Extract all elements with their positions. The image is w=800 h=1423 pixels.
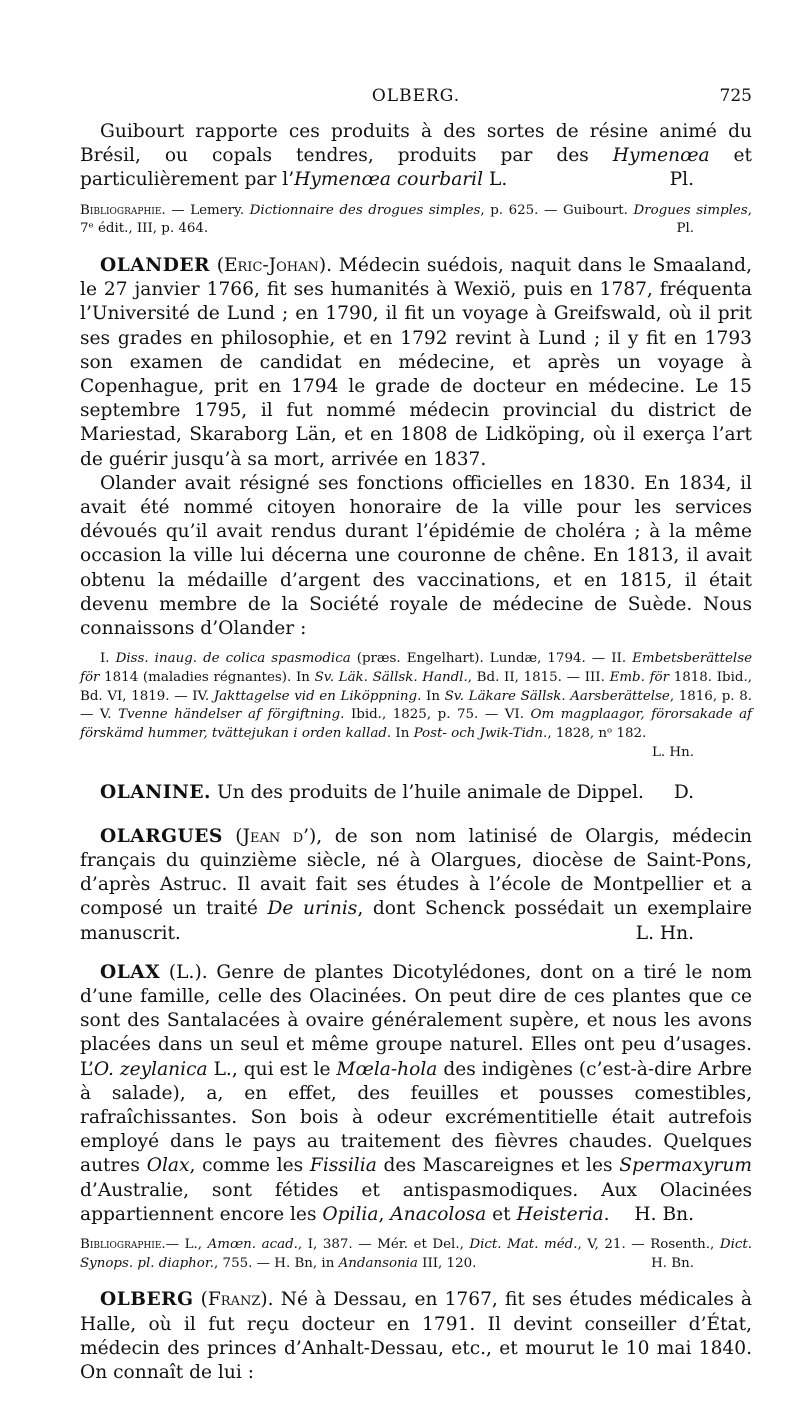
signature: L. Hn. <box>635 922 694 944</box>
headword: OLBERG <box>100 1289 194 1311</box>
signature: H. Bn. <box>634 1203 694 1225</box>
signature: H. Bn. <box>651 1255 694 1271</box>
entry-olander: OLANDER (Eric-Johan). Médecin suédois, naquit dans le Smaaland, le 27 janvier 1766, fit ses humanités à Wexiö, puis en 1787, fréquenta l’Université de Lund ; en 1790, il fit un voyage à Greifswald, où il prit ses grades en philosophie, et en 1792 revint à Lund ; il y fit en 1793 son examen de candidat en médecine, et après un voyage à Copenhague, prit en 1794 le grade de docteur en médecine. Le 15 septembre 1795, il fut nommé médecin provincial du district de Mariestad, Skaraborg Län, et en 1808 de Lidköping, où il exerça l’art de guérir jusqu’à sa mort, arrivée en 1837. <box>80 255 752 470</box>
signature: L. Hn. <box>652 744 694 760</box>
olax-bibliography: Bibliographie.— L., Amœn. acad., I, 387. — Mér. et Del., Dict. Mat. méd., V, 21. — Rosenth., Dict. Synops. pl. diaphor., 755. — H. Bn, in Andansonia III, 120. H. Bn. <box>80 1236 752 1273</box>
page-header <box>80 86 752 112</box>
headword: OLAX <box>100 961 161 983</box>
entry-olanine: OLANINE. Un des produits de l’huile animale de Dippel. D. <box>80 781 752 805</box>
guibourt-paragraph: Guibourt rapporte ces produits à des sortes de résine animé du Brésil, ou copals tendres, produits par des Hymenœa et particulièrement par l’Hymenœa courbaril L. Pl. <box>80 120 752 193</box>
entry-olberg: OLBERG (Franz). Né à Dessau, en 1767, fit ses études médicales à Halle, où il fut reçu docteur en 1791. Il devint conseiller d’État, médecin des princes d’Anhalt-Dessau, etc., et mourut le 10 mai 1840. On connaît de lui : <box>80 1289 752 1383</box>
signature: D. <box>673 782 694 804</box>
olander-paragraph-2: Olander avait résigné ses fonctions officielles en 1830. En 1834, il avait été nommé citoyen honoraire de la ville pour les services dévoués qu’il avait rendus durant l’épidémie de choléra ; à la même occasion la ville lui décerna une couronne de chêne. En 1813, il avait obtenu la médaille d’argent des vaccinations, et en 1815, il était devenu membre de la Société royale de médecine de Suède. Nous connaissons d’Olander : <box>80 472 752 640</box>
running-title: OLBERG. <box>371 86 461 106</box>
page-text <box>80 120 752 1385</box>
page-number: 725 <box>719 86 752 106</box>
signature: Pl. <box>669 169 694 191</box>
entry-olargues: OLARGUES (Jean d’), de son nom latinisé de Olargis, médecin français du quinzième siècle, né à Olargues, diocèse de Saint-Pons, d’après Astruc. Il avait fait ses études à l’école de Montpellier et a composé un traité De urinis, dont Schenck possédait un exemplaire manuscrit. L. Hn. <box>80 825 752 946</box>
guibourt-bibliography: Bibliographie. — Lemery. Dictionnaire des drogues simples, p. 625. — Guibourt. Drogues simples, 7ᵉ édit., III, p. 464. Pl. <box>80 202 752 239</box>
headword: OLARGUES <box>100 825 223 847</box>
entry-olax: OLAX (L.). Genre de plantes Dicotylédones, dont on a tiré le nom d’une famille, celle des Olacinées. On peut dire de ces plantes que ce sont des Santalacées à ovaire généralement supère, et nous les avons placées dans un seul et même groupe naturel. Elles ont peu d’usages. L’O. zeylanica L., qui est le Mœla-hola des indigènes (c’est-à-dire Arbre à salade), a, en effet, des feuilles et pousses comestibles, rafraîchissantes. Son bois à odeur excrémentitielle était autrefois employé dans le pays au traitement des fièvres chaudes. Quelques autres Olax, comme les Fissilia des Mascareignes et les Spermaxyrum d’Australie, sont fétides et antispasmodiques. Aux Olacinées appartiennent encore les Opilia, Anacolosa et Heisteria. H. Bn. <box>80 961 752 1227</box>
headword: OLANINE. <box>100 782 212 804</box>
headword: OLANDER <box>100 255 210 277</box>
olander-works: I. Diss. inaug. de colica spasmodica (præs. Engelhart). Lundæ, 1794. — II. Embetsberättelse för 1814 (maladies régnantes). In Sv. Läk. Sällsk. Handl., Bd. II, 1815. — III. Emb. för 1818. Ibid., Bd. VI, 1819. — IV. Jakttagelse vid en Liköppning. In Sv. Läkare Sällsk. Aarsberättelse, 1816, p. 8. — V. Tvenne händelser af förgiftning. Ibid., 1825, p. 75. — VI. Om magplaagor, förorsakade af förskämd hummer, tvättejukan i orden kallad. In Post- och Jwik-Tidn., 1828, nᵒ 182. L. Hn. <box>80 650 752 762</box>
signature: Pl. <box>676 221 694 237</box>
